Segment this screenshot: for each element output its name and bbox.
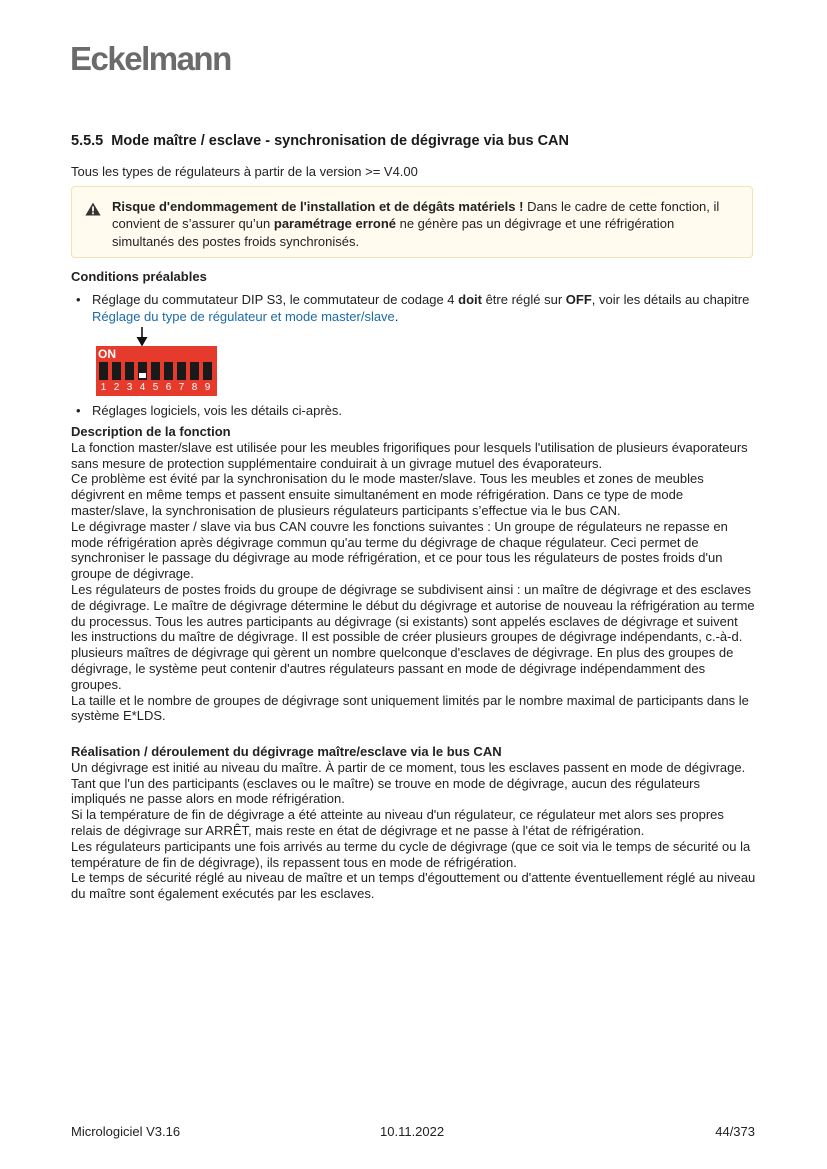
footer-firmware: Micrologiciel V3.16 [71,1124,181,1139]
warning-text [112,198,732,250]
warning-body-1: Dans le cadre de cette fonction, il convient de s’assurer qu’un [112,199,720,232]
conditions-title: Conditions préalables [71,269,207,284]
dip-switch-9 [203,362,212,380]
footer-page-number: 44/373 [715,1124,755,1139]
dip-switch-number: 4 [139,382,146,393]
dip-on-label: ON [98,347,116,361]
dip-switch-number: 9 [204,382,211,393]
section-title: Mode maître / esclave - synchronisation de dégivrage via bus CAN [111,133,569,149]
dip-switch-5 [151,362,160,380]
dip-switch-number: 5 [152,382,159,393]
warning-emphasis-2: paramétrage erroné [273,216,396,232]
footer-date: 10.11.2022 [380,1124,445,1139]
list-item-text: Réglage du commutateur DIP S3, le commutateur de codage 4 doit être réglé sur OFF, voir les détails au chapitre Réglage du type de régulateur et mode master/slave. [92,292,750,325]
dip-switch-number: 2 [113,382,120,393]
eckelmann-logo: Eckelmann [70,40,231,77]
dip-switch-diagram [96,346,217,396]
dip-switch-6 [164,362,173,380]
chapter-link[interactable]: Réglage du type de régulateur et mode master/slave [92,309,395,325]
realisation-title: Réalisation / déroulement du dégivrage maître/esclave via le bus CAN [71,744,502,759]
paragraph: Les régulateurs participants une fois arrivés au terme du cycle de dégivrage (que ce soit via le temps de sécurité ou la température de fin de dégivrage), ils repassent tous en mode de réfrigération. [71,838,751,870]
dip-switch-knob-off [139,373,146,378]
list-item-text: Réglages logiciels, vois les détails ci-après. [92,403,343,418]
warning-icon [85,202,101,216]
arrow-down-icon [136,327,148,347]
dip-switch-number: 3 [126,382,133,393]
dip-switch-number: 6 [165,382,172,393]
paragraph: Un dégivrage est initié au niveau du maître. À partir de ce moment, tous les esclaves passent en mode de dégivrage. Tant que l'un des participants (esclaves ou le maître) se trouve en mode de dégivrage, aucun des régulateurs impliqués ne passe alors en mode réfrigération. [71,759,746,807]
bullet-dot: • [76,292,81,307]
description-section [71,424,756,724]
section-number: 5.5.5 [71,133,104,149]
intro-text: Tous les types de régulateurs à partir de la version >= V4.00 [71,164,418,179]
dip-switch-1 [99,362,108,380]
paragraph: Le temps de sécurité réglé au niveau de maître et un temps d'égouttement ou d'attente éventuellement réglé au niveau du maître sont également exécutés par les esclaves. [71,870,756,902]
paragraph: La fonction master/slave est utilisée pour les meubles frigorifiques pour lesquels l'utilisation de plusieurs évaporateurs sans mesure de protection supplémentaire conduirait à un givrage mutuel des évaporateurs. [71,439,748,471]
warning-box [71,186,753,258]
dip-switch-number: 1 [100,382,107,393]
dip-switch-4 [138,362,147,380]
paragraph: Ce problème est évité par la synchronisation du le mode master/slave. Tous les meubles et zones de meubles dégivrent en même temps et passent ensuite simultanément en mode réfrigération. Dans ce type de mode master/slave, la synchronisation de plusieurs régulateurs participants s’effectue via le bus CAN. [71,471,704,518]
paragraph: Les régulateurs de postes froids du groupe de dégivrage se subdivisent ainsi : un maître de dégivrage et des esclaves de dégivrage. Le maître de dégivrage détermine le début du dégivrage et autorise de nouveau la réfrigération au terme du processus. Tous les autres participants au dégivrage (si existants) sont appelés esclaves de dégivrage et suivent les instructions du maître de dégivrage. Il est possible de créer plusieurs groupes de dégivrage indépendants, c.-à-d. plusieurs maîtres de dégivrage qui gèrent un nombre quelconque d'esclaves de dégivrage. En plus des groupes de dégivrage, le système peut contenir d'autres régulateurs passant en mode de dégivrage indépendamment des groupes. [71,581,755,692]
warning-emphasis: Risque d'endommagement de l'installation et de dégâts matériels ! [112,199,524,214]
paragraph: Si la température de fin de dégivrage a été atteinte au niveau d'un régulateur, ce régulateur met alors ses propres relais de dégivrage sur ARRÊT, mais reste en état de dégivrage et ne passe à l'état de réfrigération. [71,807,724,838]
dip-switch-number: 7 [178,382,185,393]
description-title: Description de la fonction [71,424,231,439]
dip-switch-7 [177,362,186,380]
dip-switch-number: 8 [191,382,198,393]
dip-switch-2 [112,362,121,380]
warning-body-2: ne génère pas un dégivrage et une réfrigération simultanés des postes froids synchronisés. [112,216,675,249]
dip-switch-8 [190,362,199,380]
section-heading [71,133,569,149]
dip-switch-3 [125,362,134,380]
bullet-dot: • [76,403,81,418]
paragraph: Le dégivrage master / slave via bus CAN couvre les fonctions suivantes : Un groupe de régulateurs ne repasse en mode réfrigération après dégivrage commun qu'au terme du dégivrage de chaque régulateur. Ceci permet de synchroniser le passage du dégivrage au mode réfrigération, et ce pour tous les régulateurs de postes froids d'un groupe de dégivrage. [71,518,728,582]
paragraph: La taille et le nombre de groupes de dégivrage sont uniquement limités par le nombre maximal de participants dans le système E*LDS. [71,692,749,724]
realisation-section [71,744,756,902]
